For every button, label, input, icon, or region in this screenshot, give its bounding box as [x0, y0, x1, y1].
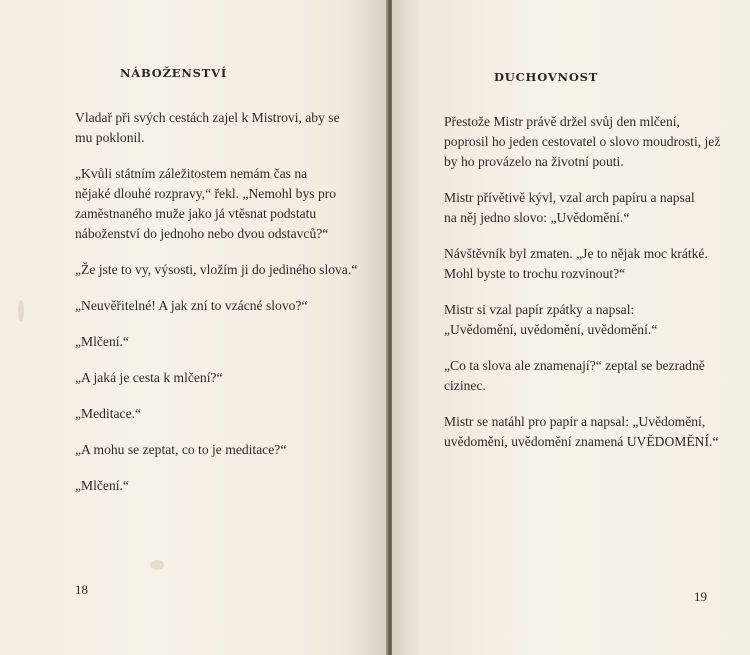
- paragraph: „A jaká je cesta k mlčení?“: [75, 370, 223, 385]
- paragraph: „Meditace.“: [75, 406, 142, 421]
- left-page-text: [75, 108, 375, 512]
- page-title: NÁBOŽENSTVÍ: [120, 66, 228, 80]
- paragraph: Mistr si vzal papír zpátky a napsal: „Uvědomění, uvědomění, uvědomění.“: [444, 302, 658, 337]
- paragraph: Mistr se natáhl pro papír a napsal: „Uvědomění, uvědomění, uvědomění znamená UVĚDOMĚNÍ.“: [444, 414, 719, 449]
- page-number: 19: [694, 589, 707, 604]
- paragraph: Mistr přívětivě kývl, vzal arch papíru a napsal na něj jedno slovo: „Uvědomění.“: [444, 190, 695, 225]
- paragraph: „Že jste to vy, výsosti, vložím ji do jediného slova.“: [75, 262, 358, 277]
- paragraph: „Mlčení.“: [75, 334, 129, 349]
- paragraph: „Kvůli státním záležitostem nemám čas na nějaké dlouhé rozpravy,“ řekl. „Nemohl bys pro zaměstnaného muže jako já vtěsnat podstatu náboženství do jednoho nebo dvou odstavců?“: [75, 166, 337, 241]
- page-title: DUCHOVNOST: [494, 70, 599, 84]
- paragraph: „Co ta slova ale znamenají?“ zeptal se bezradně cizinec.: [444, 358, 705, 393]
- paragraph: „Neuvěřitelné! A jak zní to vzácné slovo?“: [75, 298, 308, 313]
- right-page: [392, 0, 750, 655]
- right-page-text: [444, 112, 744, 468]
- page-number: 18: [75, 582, 88, 597]
- paragraph: Vladař při svých cestách zajel k Mistrovi, aby se mu poklonil.: [75, 110, 340, 145]
- paragraph: Návštěvník byl zmaten. „Je to nějak moc krátké. Mohl byste to trochu rozvinout?“: [444, 246, 708, 281]
- paragraph: „A mohu se zeptat, co to je meditace?“: [75, 442, 287, 457]
- paragraph: „Mlčení.“: [75, 478, 129, 493]
- paragraph: Přestože Mistr právě držel svůj den mlčení, poprosil ho jeden cestovatel o slovo moudrosti, jež by ho provázelo na životní pouti.: [444, 114, 721, 169]
